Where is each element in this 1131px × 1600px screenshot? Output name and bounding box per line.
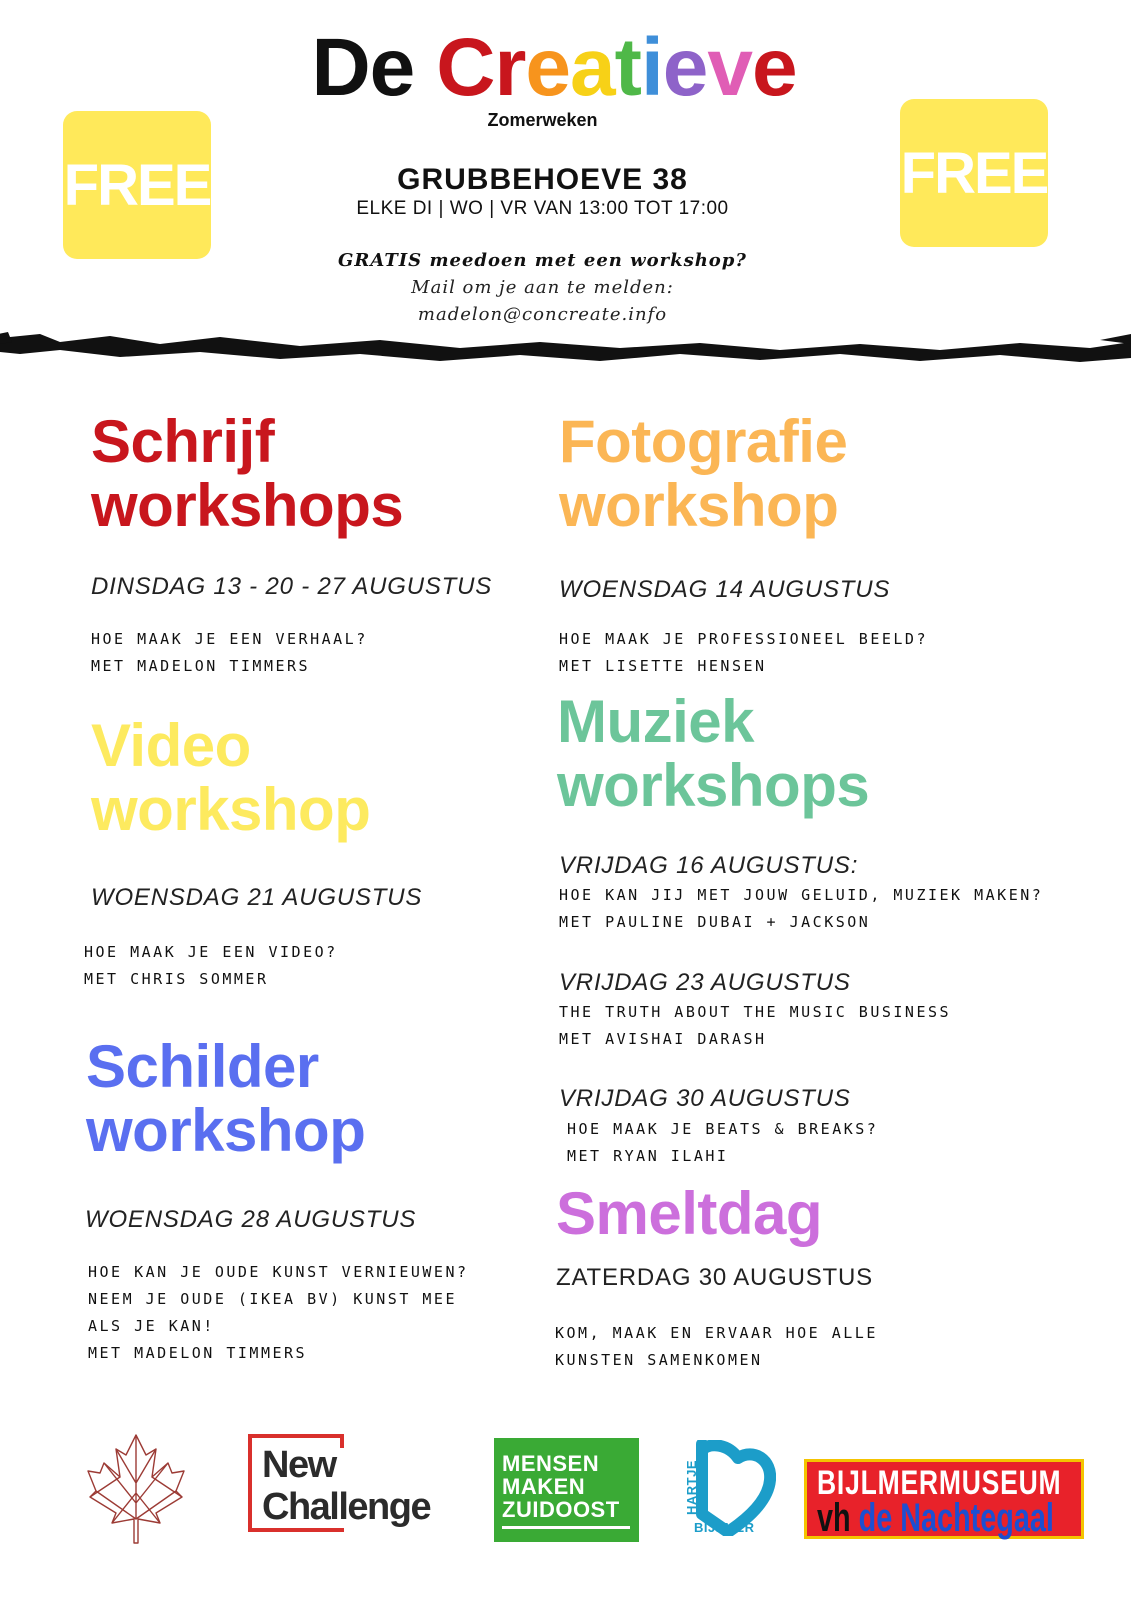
- fotografie-heading: [559, 410, 847, 538]
- mmz-line2: MAKEN: [502, 1474, 586, 1499]
- muziek-line: MET AVISHAI DARASH: [559, 1030, 767, 1048]
- schilder-line: ALS JE KAN!: [88, 1317, 215, 1335]
- schilder-line: NEEM JE OUDE (IKEA BV) KUNST MEE: [88, 1290, 457, 1308]
- muziek-session-3-date: VRIJDAG 30 AUGUSTUS: [559, 1085, 851, 1112]
- schrijf-heading-line2: workshops: [91, 472, 404, 539]
- smeltdag-line: KUNSTEN SAMENKOMEN: [555, 1351, 763, 1369]
- schrijf-line: MET MADELON TIMMERS: [91, 657, 311, 675]
- signup-question: GRATIS meedoen met een workshop?: [338, 250, 747, 271]
- signup-email[interactable]: madelon@concreate.info: [417, 304, 668, 325]
- muziek-line: HOE MAAK JE BEATS & BREAKS?: [567, 1120, 879, 1138]
- schrijf-line: HOE MAAK JE EEN VERHAAL?: [91, 630, 368, 648]
- title-letter: e: [525, 22, 571, 113]
- muziek-session-2-date: VRIJDAG 23 AUGUSTUS: [559, 969, 851, 996]
- new-challenge-line2: Challenge: [262, 1486, 431, 1528]
- video-details: [84, 939, 338, 993]
- title-letter: v: [707, 22, 752, 113]
- free-badge-left-text: FREE: [63, 152, 211, 218]
- muziek-line: MET RYAN ILAHI: [567, 1147, 729, 1165]
- schilder-heading-line1: Schilder: [86, 1033, 319, 1100]
- bijlmermuseum-logo: [804, 1459, 1084, 1539]
- schrijf-date: DINSDAG 13 - 20 - 27 AUGUSTUS: [91, 573, 493, 600]
- muziek-session-2-details: [559, 999, 951, 1053]
- bijlmer-text: BIJLMER: [694, 1520, 755, 1535]
- muziek-session-1-details: [559, 882, 1043, 936]
- video-line: HOE MAAK JE EEN VIDEO?: [84, 943, 338, 961]
- new-challenge-line1: New: [262, 1444, 336, 1486]
- address: GRUBBEHOEVE 38: [397, 163, 688, 196]
- hartje-text: HARTJE: [684, 1459, 700, 1516]
- title-letter: r: [494, 22, 526, 113]
- smeltdag-heading-line1: Smeltdag: [556, 1180, 823, 1247]
- fotografie-heading-line1: Fotografie: [559, 408, 848, 475]
- schrijf-details: [91, 626, 368, 680]
- schrijf-heading: [91, 410, 403, 538]
- bijlmermuseum-nachtegaal: de Nachtegaal: [858, 1496, 1054, 1540]
- bijlmermuseum-text: BIJLMERMUSEUM: [817, 1464, 1062, 1502]
- title-letter: e: [751, 22, 797, 113]
- video-date: WOENSDAG 21 AUGUSTUS: [91, 884, 423, 911]
- new-challenge-logo: [248, 1434, 458, 1532]
- schilder-date: WOENSDAG 28 AUGUSTUS: [85, 1206, 417, 1233]
- smeltdag-details: [555, 1320, 878, 1374]
- mmz-line3: ZUIDOOST: [502, 1497, 620, 1522]
- hartje-bijlmer-logo: [676, 1440, 776, 1536]
- fotografie-line: HOE MAAK JE PROFESSIONEEL BEELD?: [559, 630, 928, 648]
- smeltdag-line: KOM, MAAK EN ERVAAR HOE ALLE: [555, 1324, 878, 1342]
- maple-leaf-icon: [86, 1433, 186, 1545]
- mensen-maken-zuidoost-logo: [494, 1438, 639, 1542]
- video-heading: [91, 714, 370, 842]
- subtitle: Zomerweken: [487, 110, 598, 130]
- schilder-line: MET MADELON TIMMERS: [88, 1344, 308, 1362]
- video-heading-line2: workshop: [91, 776, 371, 843]
- bijlmermuseum-vh: vh: [817, 1496, 851, 1540]
- title-letter: i: [640, 22, 663, 113]
- title-letter: C: [436, 22, 495, 113]
- muziek-heading: [557, 690, 869, 818]
- muziek-session-1-date: VRIJDAG 16 AUGUSTUS:: [559, 852, 859, 879]
- muziek-heading-line2: workshops: [557, 752, 870, 819]
- fotografie-date: WOENSDAG 14 AUGUSTUS: [559, 576, 891, 603]
- schilder-details: [88, 1259, 469, 1367]
- smeltdag-heading: [556, 1182, 822, 1246]
- muziek-line: HOE KAN JIJ MET JOUW GELUID, MUZIEK MAKEN?: [559, 886, 1044, 904]
- free-badge-right-text: FREE: [900, 140, 1048, 206]
- opening-hours: ELKE DI | WO | VR VAN 13:00 TOT 17:00: [356, 198, 729, 219]
- fotografie-line: MET LISETTE HENSEN: [559, 657, 767, 675]
- schilder-heading-line2: workshop: [86, 1097, 366, 1164]
- schilder-heading: [86, 1035, 365, 1163]
- title-letter: a: [570, 22, 615, 113]
- brush-stroke-divider: [0, 324, 1131, 368]
- signup-instruction: Mail om je aan te melden:: [411, 277, 674, 298]
- title-letter: e: [662, 22, 708, 113]
- video-line: MET CHRIS SOMMER: [84, 970, 269, 988]
- muziek-line: MET PAULINE DUBAI + JACKSON: [559, 913, 871, 931]
- muziek-session-3-details: [567, 1116, 878, 1170]
- fotografie-heading-line2: workshop: [559, 472, 839, 539]
- smeltdag-date: ZATERDAG 30 AUGUSTUS: [556, 1264, 873, 1291]
- schilder-line: HOE KAN JE OUDE KUNST VERNIEUWEN?: [88, 1263, 469, 1281]
- muziek-line: THE TRUTH ABOUT THE MUSIC BUSINESS: [559, 1003, 952, 1021]
- title-letter: De: [311, 22, 415, 113]
- mmz-line1: MENSEN: [502, 1451, 600, 1476]
- video-heading-line1: Video: [91, 712, 251, 779]
- title-letter: t: [614, 22, 641, 113]
- muziek-heading-line1: Muziek: [557, 688, 755, 755]
- schrijf-heading-line1: Schrijf: [91, 408, 275, 475]
- fotografie-details: [559, 626, 928, 680]
